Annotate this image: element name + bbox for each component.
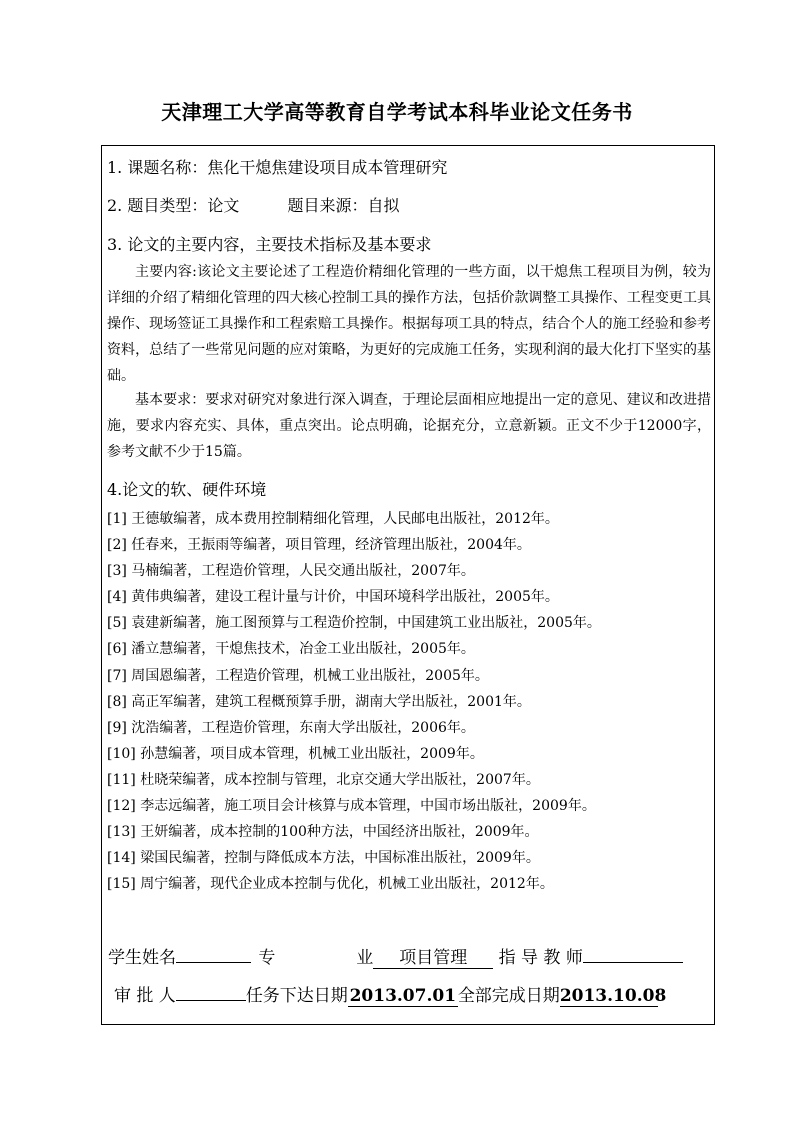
complete-date-label: 全部完成日期 (457, 986, 560, 1006)
reference-item: [15] 周宁编著，现代企业成本控制与优化，机械工业出版社，2012年。 (107, 876, 554, 893)
reference-item: [10] 孙慧编著，项目成本管理，机械工业出版社，2009年。 (107, 745, 484, 762)
complete-date-field[interactable] (559, 986, 667, 1007)
issue-date-field[interactable] (348, 986, 458, 1007)
main-content-paragraph: 主要内容:该论文主要论述了工程造价精细化管理的一些方面，以干熄焦工程项目为例，较为详细的介绍了精细化管理的四大核心控制工具的操作方法，包括价款调整工具操作、工程变更工具操作、现场签证工具操作和工程索赔工具操作。根据每项工具的特点，结合个人的施工经验和参考资料，总结了一些常见问题的应对策略，为更好的完成施工任务，实现利润的最大化打下坚实的基础。 (107, 264, 711, 384)
reference-item: [6] 潘立慧编著，干熄焦技术，冶金工业出版社，2005年。 (107, 641, 475, 658)
complete-date-value: 2013.10.08 (559, 986, 667, 1006)
advisor-label: 指 导 教 师 (498, 948, 583, 968)
document-title: 天津理工大学高等教育自学考试本科毕业论文任务书 (161, 100, 633, 124)
reference-list (107, 506, 601, 897)
reference-item: [9] 沈浩编著，工程造价管理，东南大学出版社，2006年。 (107, 719, 475, 736)
reference-item: [7] 周国恩编著，工程造价管理，机械工业出版社，2005年。 (107, 667, 489, 684)
reference-item: [4] 黄伟典编著，建设工程计量与计价，中国环境科学出版社，2005年。 (107, 589, 559, 606)
reference-item: [14] 梁国民编著，控制与降低成本方法，中国标准出版社，2009年。 (107, 850, 540, 867)
approver-label: 审 批 人 (114, 986, 176, 1006)
section4-heading: 4.论文的软、硬件环境 (107, 480, 267, 499)
reference-item: [5] 袁建新编著，施工图预算与工程造价控制，中国建筑工业出版社，2005年。 (107, 615, 601, 632)
student-signature-row (108, 943, 683, 969)
advisor-field[interactable] (583, 962, 683, 963)
reference-item: [3] 马楠编著，工程造价管理，人民交通出版社，2007年。 (107, 563, 475, 580)
issue-date-value: 2013.07.01 (349, 986, 457, 1006)
basic-requirements-paragraph: 基本要求：要求对研究对象进行深入调查，于理论层面相应地提出一定的意见、建议和改进措施，要求内容充实、具体，重点突出。论点明确，论据充分，立意新颖。正文不少于12000字，参考文献不少于15篇。 (107, 392, 711, 460)
reference-item: [11] 杜晓荣编著，成本控制与管理，北京交通大学出版社，2007年。 (107, 771, 540, 788)
topic-type: 2. 题目类型：论文 (107, 196, 240, 215)
approval-row (114, 981, 667, 1007)
topic-name: 1. 课题名称：焦化干熄焦建设项目成本管理研究 (107, 158, 448, 177)
student-name-label: 学生姓名 (108, 948, 176, 968)
topic-type-row (107, 193, 400, 216)
major-value: 项目管理 (399, 948, 468, 968)
major-label-2: 业 (356, 948, 374, 968)
reference-item: [13] 王妍编著，成本控制的100种方法，中国经济出版社，2009年。 (107, 824, 539, 841)
student-name-field[interactable] (176, 962, 251, 963)
approver-field[interactable] (176, 1000, 246, 1001)
reference-item: [12] 李志远编著，施工项目会计核算与成本管理，中国市场出版社，2009年。 (107, 798, 596, 815)
topic-source: 题目来源：自拟 (287, 196, 400, 215)
section3-heading: 3. 论文的主要内容，主要技术指标及基本要求 (107, 235, 432, 254)
reference-item: [1] 王德敏编著，成本费用控制精细化管理，人民邮电出版社，2012年。 (107, 511, 559, 527)
major-label-1: 专 (258, 948, 276, 968)
reference-item: [8] 高正军编著，建筑工程概预算手册，湖南大学出版社，2001年。 (107, 693, 531, 710)
major-field[interactable] (373, 948, 493, 969)
issue-date-label: 任务下达日期 (245, 986, 348, 1006)
reference-item: [2] 任春来，王振雨等编著，项目管理，经济管理出版社，2004年。 (107, 537, 531, 554)
